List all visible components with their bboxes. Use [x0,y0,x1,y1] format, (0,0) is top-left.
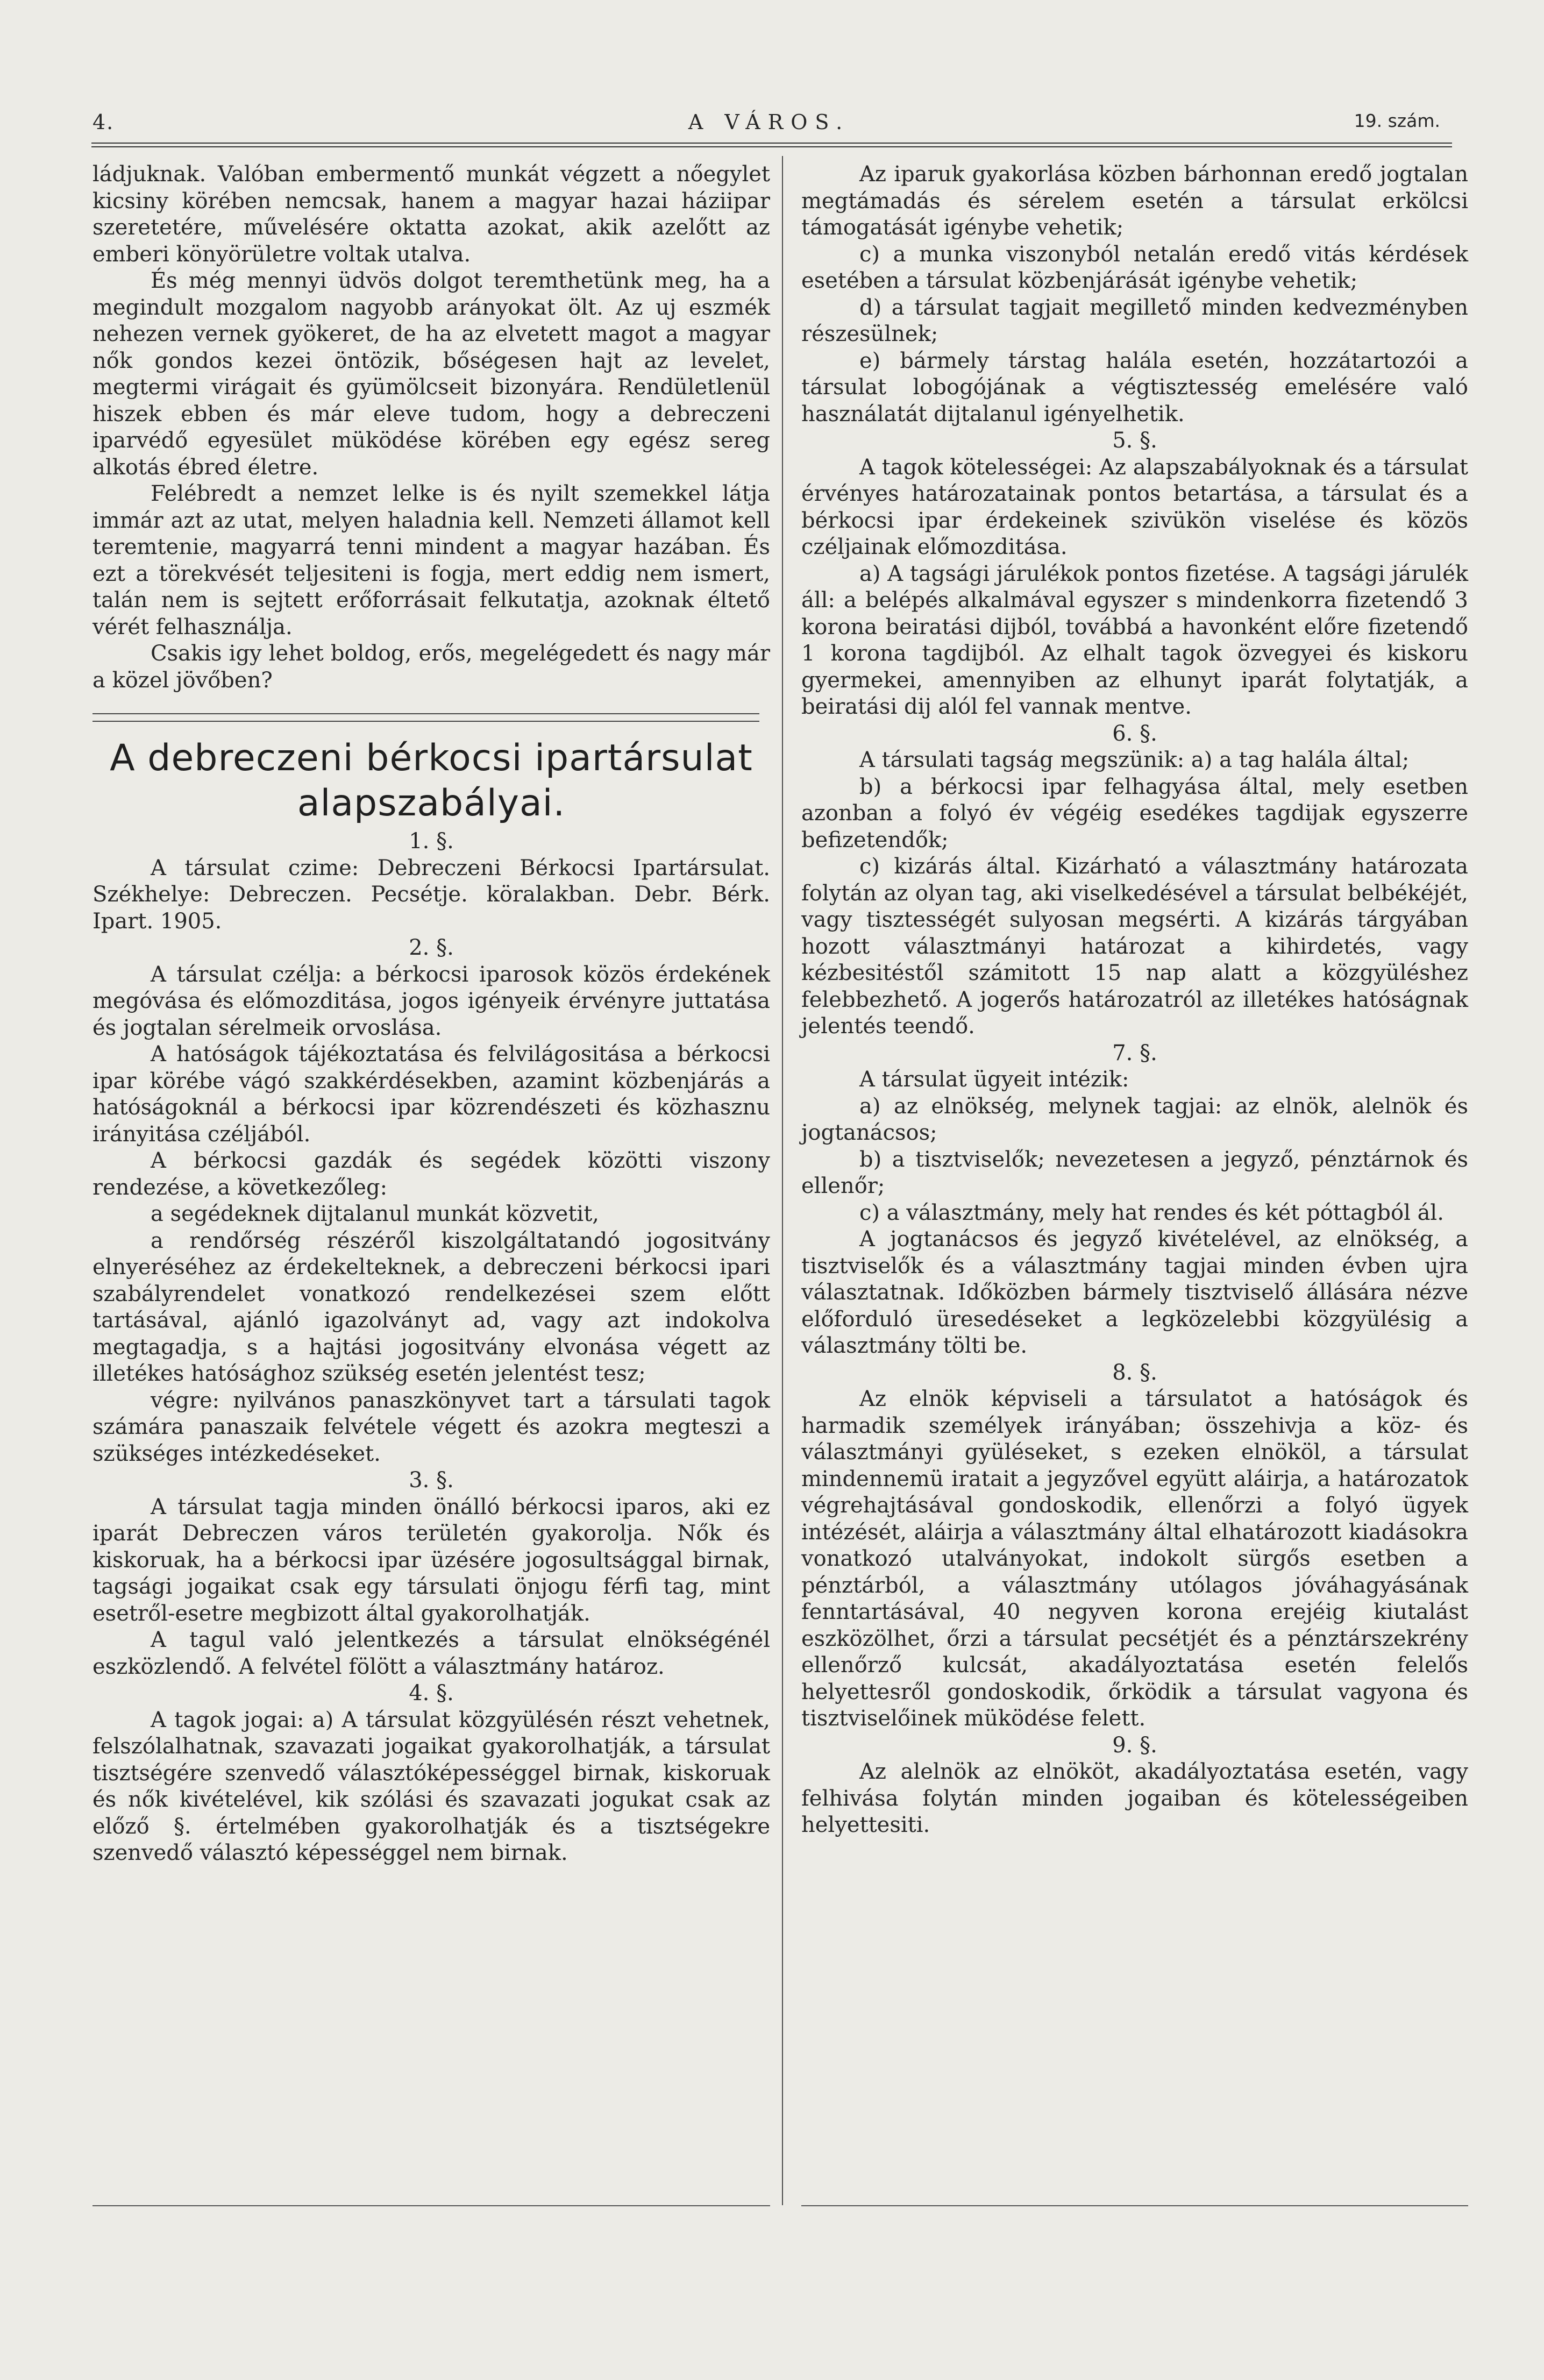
paragraph: A hatóságok tájékoztatása és felvilágositása a bérkocsi ipar körébe vágó szakkérdésekben, azamint közbenjárás a hatóságoknál a bérkocsi ipar közrendészeti és közhasznu irányitása czéljából. [93,1042,770,1147]
paragraph: a segédeknek dijtalanul munkát közvetit, [151,1202,599,1226]
section-number: 7. §. [1112,1040,1157,1065]
paragraph: A tagok kötelességei: Az alapszabályoknak és a társulat érvényes határozatainak pontos betartása, a társulat és a bérkocsi ipar érdekeinek szivükön viselése és közös czéljainak előmozditása. [801,454,1468,559]
paragraph: b) a tisztviselők; nevezetesen a jegyző, pénztárnok és ellenőr; [801,1147,1468,1198]
left-column [93,161,770,1867]
article-separator [93,713,759,722]
paragraph: c) a választmány, mely hat rendes és két póttagból ál. [859,1200,1444,1225]
section-number: 2. §. [409,935,454,960]
paragraph: A társulat tagja minden önálló bérkocsi iparos, aki ez iparát Debreczen város területén gyakorolja. Nők és kiskoruak, ha a bérkocsi ipar üzésére jogosultsággal birnak, tagsági jogaikat csak egy társulati önjogu férfi tag, mint esetről-esetre megbizott által gyakorolhatják. [93,1494,770,1626]
paragraph: És még mennyi üdvös dolgot teremthetünk meg, ha a megindult mozgalom nagyobb arányokat ölt. Az uj eszmék nehezen vernek gyökeret, de ha az elvetett magot a magyar nők gondos kezei öntözik, bőségesen hajt az levelet, megtermi virágait és gyümölcseit bizonyára. Rendületlenül hiszek ebben és már eleve tudom, hogy a debreczeni iparvédő egyesület müködése körében egy egész sereg alkotás ébred életre. [93,268,770,480]
paragraph: Az elnök képviseli a társulatot a hatóságok és harmadik személyek irányában; összehivja a köz- és választmányi gyüléseket, s ezeken elnököl, a társulat mindennemü iratait a jegyzővel együtt aláirja, a határozatok végrehajtásával gondoskodik, ellenőrzi a folyó ügyek intézését, aláirja a választmány által elhatározott kiadásokra vonatkozó utalványokat, indokolt sürgős esetben a pénztárból, a választmány utólagos jóváhagyásának fenntartásával, 40 negyven korona erejéig kiutalást eszközölhet, őrzi a társulat pecsétjét és a pénztárszekrény ellenőrző kulcsát, akadályoztatása esetén felelős helyettesről gondoskodik, őrködik a társulat vagyona és tisztviselőinek müködése felett. [801,1387,1468,1731]
paragraph: Az alelnök az elnököt, akadályoztatása esetén, vagy felhivása folytán minden jogaiban és kötelességeiben helyettesiti. [801,1759,1468,1837]
paragraph: A jogtanácsos és jegyző kivételével, az elnökség, a tisztviselők és a választmány tagjai minden évben ujra választatnak. Időközben bármely tisztviselő állására nézve előforduló üresedéseket a legközelebbi közgyülésig a választmány tölti be. [801,1227,1468,1358]
paragraph: a) az elnökség, melynek tagjai: az elnök, alelnök és jogtanácsos; [801,1093,1468,1145]
footer-rule-right [801,2205,1468,2206]
paragraph: ládjuknak. Valóban embermentő munkát végzett a nőegylet kicsiny körében nemcsak, hanem a magyar hazai háziipar szeretetére, művelésére oktatta azokat, akik azelőtt az emberi könyörületre voltak utalva. [93,162,770,267]
paragraph: Felébredt a nemzet lelke is és nyilt szemekkel látja immár azt az utat, melyen haladnia kell. Nemzeti államot kell teremtenie, magyarrá tenni mindent a magyar hazában. És ezt a törekvését teljesiteni is fogja, mert eddig nem ismert, talán nem is sejtett erőforrásait felkutatja, azoknak éltető vérét felhasználja. [93,481,770,640]
paragraph: A társulat ügyeit intézik: [859,1067,1129,1092]
paragraph: a) A tagsági járulékok pontos fizetése. A tagsági járulék áll: a belépés alkalmával egyszer s mindenkorra fizetendő 3 korona beiratási dijból, továbbá a havonként előre fizetendő 1 korona tagdijból. Az elhalt tagok özvegyei és kiskoru gyermekei, amennyiben az elhunyt iparát folytatják, a beiratási dij alól fel vannak mentve. [801,561,1468,719]
paragraph: A tagok jogai: a) A társulat közgyülésén részt vehetnek, felszólalhatnak, szavazati jogaikat gyakorolhatják, a társulat tisztségére szenvedő választóképességgel birnak, kiskoruak és nők kivételével, kik szólási és szavazati jogukat csak az előző §. értelmében gyakorolhatják és a tisztségekre szenvedő választó képességgel nem birnak. [93,1707,770,1865]
paragraph: A társulat czime: Debreczeni Bérkocsi Ipartársulat. Székhelye: Debreczen. Pecsétje. köralakban. Debr. Bérk. Ipart. 1905. [93,855,770,934]
paragraph: Csakis igy lehet boldog, erős, megelégedett és nagy már a közel jövőben? [93,641,770,693]
section-number: 8. §. [1112,1360,1157,1385]
footer-rule-left [93,2205,770,2206]
paragraph: a rendőrség részéről kiszolgáltatandó jogositvány elnyeréséhez az érdekelteknek, a debreczeni bérkocsi ipari szabályrendelet vonatkozó rendelkezései szem előtt tartásával, ajánló igazolványt ad, vagy azt indokolva megtagadja, s a hajtási jogositvány elvonása végett az illetékes hatósághoz szükség esetén jelentést tesz; [93,1228,770,1386]
paragraph: d) a társulat tagjait megillető minden kedvezményben részesülnek; [801,295,1468,346]
paragraph: b) a bérkocsi ipar felhagyása által, mely esetben azonban a folyó év végéig esedékes tagdijak egyszerre befizetendők; [801,774,1468,852]
section-number: 9. §. [1112,1732,1157,1758]
right-column [801,161,1468,1839]
paragraph: A tagul való jelentkezés a társulat elnökségénél eszközlendő. A felvétel fölött a választmány határoz. [93,1628,770,1679]
paragraph: Az iparuk gyakorlása közben bárhonnan eredő jogtalan megtámadás és sérelem esetén a társulat erkölcsi támogatását igénybe vehetik; [801,162,1468,240]
paragraph: A társulati tagság megszünik: a) a tag halála által; [859,748,1410,772]
headline-line: alapszabályai. [297,782,566,825]
page-number: 4. [93,110,115,134]
page-header [86,100,1452,143]
issue-number: 19. szám. [1354,110,1440,131]
article-headline [93,736,770,826]
section-number: 5. §. [1112,428,1157,453]
paragraph: c) a munka viszonyból netalán eredő vitás kérdések esetében a társulat közbenjárását igénybe vehetik; [801,241,1468,293]
paragraph: e) bármely társtag halála esetén, hozzátartozói a társulat lobogójának a végtisztesség emelésére való használatát dijtalanul igényelhetik. [801,348,1468,427]
paragraph: c) kizárás által. Kizárható a választmány határozata folytán az olyan tag, aki viselkedésével a társulat belbékéjét, vagy tisztességét sulyosan megsérti. A kizárás tárgyában hozott választmányi határozat a kihirdetés, vagy kézbesitéstől számitott 15 nap alatt a közgyüléshez felebbezhető. A jogerős határozatról az illetékes hatóságnak jelentés teendő. [801,854,1468,1039]
paragraph: A bérkocsi gazdák és segédek közötti viszony rendezése, a következőleg: [93,1148,770,1200]
column-divider [782,156,783,2205]
section-number: 3. §. [409,1468,454,1493]
paragraph: végre: nyilvános panaszkönyvet tart a társulati tagok számára panaszaik felvétele végett és azokra megteszi a szükséges intézkedéseket. [93,1388,770,1466]
section-number: 4. §. [409,1681,454,1706]
journal-title: A VÁROS. [688,110,850,134]
paragraph: A társulat czélja: a bérkocsi iparosok közös érdekének megóvása és előmozditása, jogos igényeik érvényre juttatása és jogtalan sérelmeik orvoslása. [93,962,770,1040]
headline-line: A debreczeni bérkocsi ipartársulat [110,737,753,779]
header-rule [91,143,1452,147]
section-number: 1. §. [409,829,454,854]
section-number: 6. §. [1112,721,1157,746]
